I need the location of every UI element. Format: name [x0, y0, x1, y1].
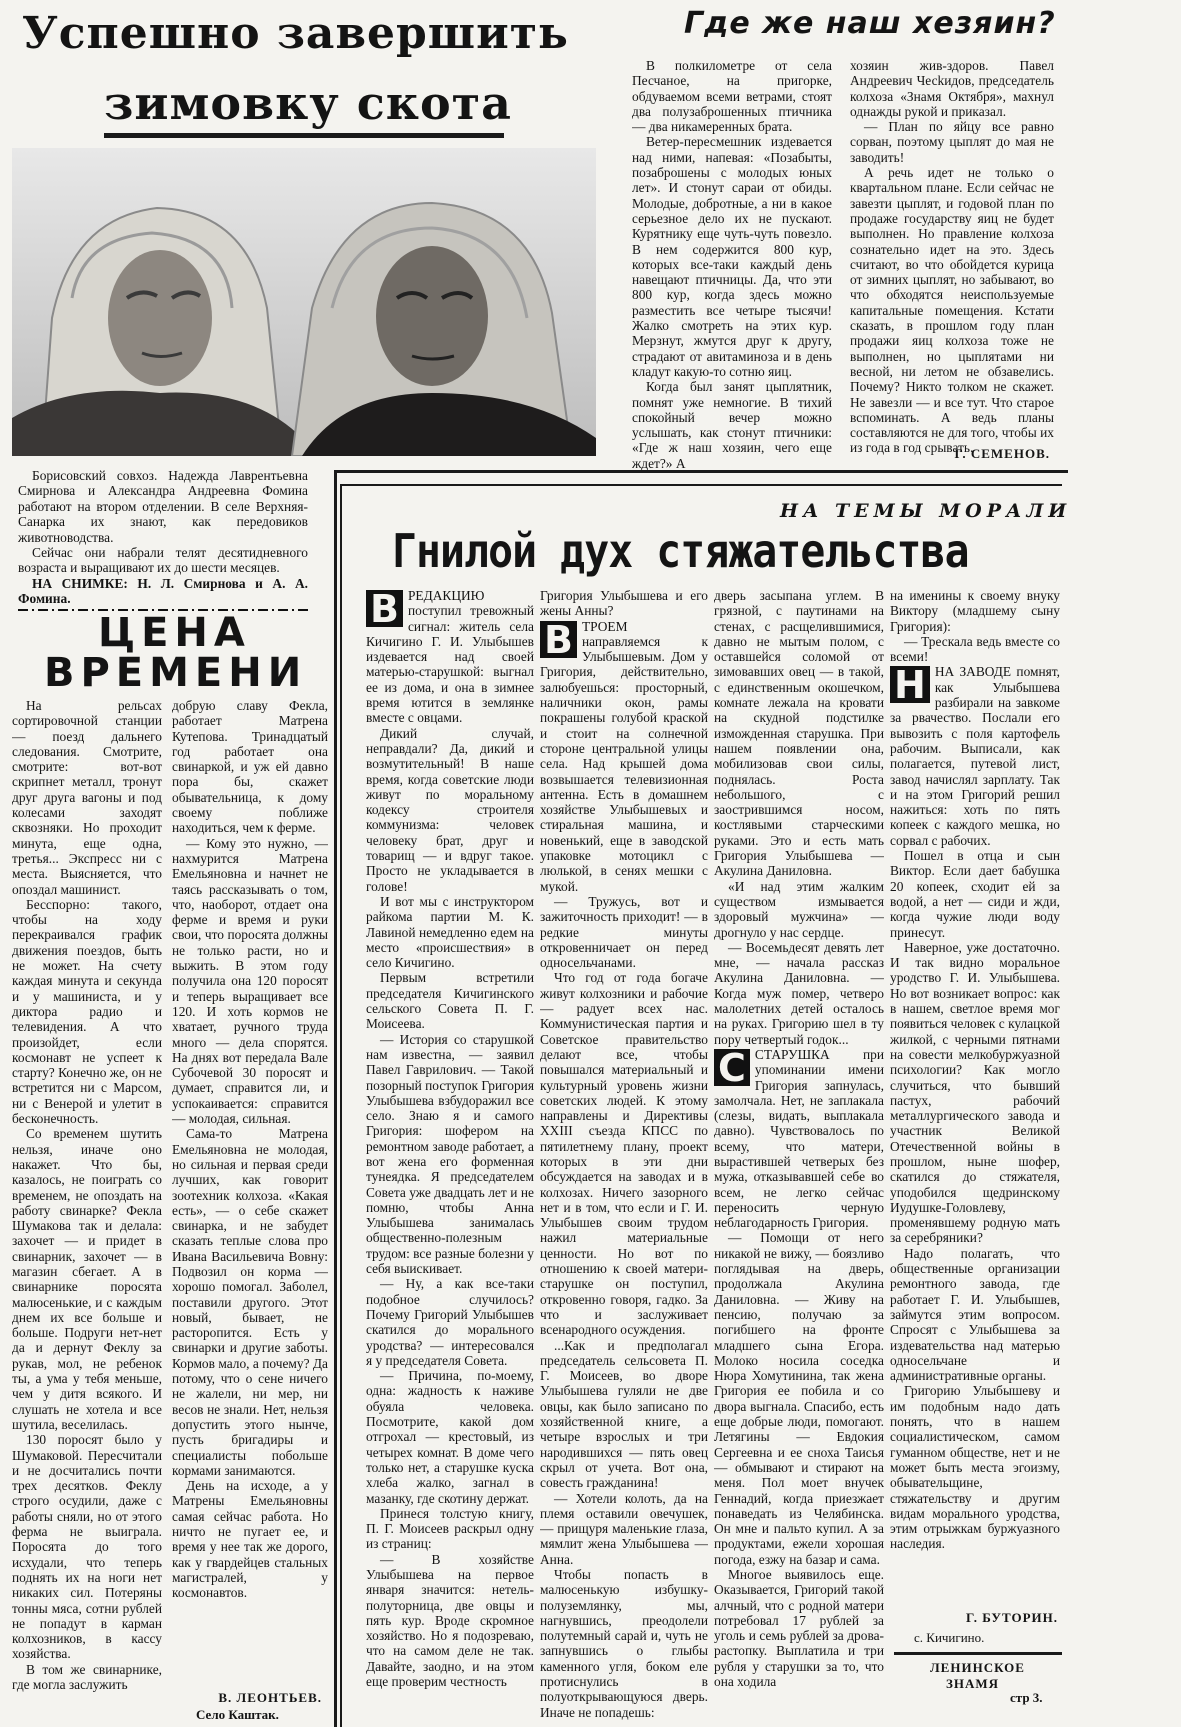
hen-column-2 — [850, 58, 1054, 458]
photo-two-women — [12, 148, 596, 456]
paragraph: Многое выявилось еще. Оказывается, Григорий такой алчный, что с родной матери потребовал 17 рублей за уголь и семь рублей за дрова-растопку. Выплатила и три рубля у старушки за то, что она ходила — [714, 1567, 884, 1690]
time-title-line2: ВРЕМЕНИ — [44, 650, 308, 696]
paragraph: С СТАРУШКА при упоминании имени Григория запнулась, замолчала. Нет, не заплакала (слезы, видать, выплакала давно). Чувствовалось по всему, что матери, вырастившей четверых без мужа, отказывавшей себе во всем, не легко сейчас переносить черную неблагодарность Григория. — [714, 1045, 884, 1231]
footer-page-number: стр 3. — [1010, 1690, 1043, 1705]
time-column-1 — [12, 698, 162, 1723]
moral-place: с. Кичигино. — [914, 1630, 985, 1645]
paragraph: На рельсах сортировочной станции — поезд дальнего следования. Смотрите, смотрите: вот-вот скрипнет металл, тронут друг друга вагоны и под колесами заходят сквозняки. Но проходит минута, еще одна, третья... Экспресс ни с места. Выясняется, что опоздал машинист. — [12, 698, 162, 897]
moral-frame-top-inner — [340, 484, 1062, 486]
paragraph: Чтобы попасть в малюсенькую избушку-полуземлянку, мы, нагнувшись, преодолели полутемный сарай и, чуть не запнувшись о глыбы каменного угля, боком еле протиснулись в полуоткрывающуюся дверь. Иначе не попадешь: — [540, 1567, 708, 1720]
moral-column-4 — [890, 588, 1060, 1578]
paragraph: — Трескала ведь вместе со всеми! — [890, 633, 1060, 665]
paragraph: Наверное, уже достаточно. И так видно моральное уродство Г. И. Улыбышева. Но вот возникает вопрос: как в нашем, светлое время мог появиться человек с кулацкой жилкой, с черными пятнами на совести мелкобуржуазной психологии? Как могло случиться, что бывший пастух, рабочий металлургического завода и участник Великой Отечественной войны в прошлом, ныне шофер, скатился до стяжателя, уподобился щедринскому Иудушке-Головлеву, променявшему родную мать за серебряники? — [890, 939, 1060, 1246]
paragraph: Принеся толстую книгу, П. Г. Моисеев раскрыл одну из страниц: — [366, 1505, 534, 1552]
photo-caption — [18, 468, 308, 607]
moral-frame-top — [334, 470, 1068, 473]
drop-cap: Н — [890, 666, 930, 703]
paragraph: хозяин жив-здоров. Павел Андреевич Чесkидов, председатель колхоза «Знамя Октября», махнул однажды рукой и приказал. — [850, 58, 1054, 119]
paragraph: добрую славу Фекла, работает Матрена Кутепова. Тринадцатый год работает она свинаркой, и уж ей давно пора бы, скажет обывательница, к дому своему поближе находиться, чем к ферме. — [172, 698, 328, 836]
paragraph: на именины к своему внуку Виктору (младшему сыну Григория): — [890, 588, 1060, 634]
footer-rule-top — [894, 1652, 1062, 1655]
paragraph: Григория Улыбышева и его жены Анны? — [540, 588, 708, 619]
time-signature: В. ЛЕОНТЬЕВ. — [218, 1690, 322, 1705]
decorative-divider — [18, 598, 308, 604]
paragraph: День на исходе, а у Матрены Емельяновны самая сейчас работа. Но ничто не пугает ее, и время у нее так же дорого, как у гвардейцев стальных магистралей, у космонавтов. — [172, 1478, 328, 1601]
hen-title: Где же наш хезяин? — [684, 6, 1056, 41]
moral-column-3 — [714, 588, 884, 1724]
paragraph: дверь засыпана углем. В грязной, с паутинами на стенах, с расщелившимися, давно не мытым полом, с оставшейся соломой от зимовавших овец — в такой, с единственным окошечком, комнате лежала на кровати на скудной подстилке изможденная старушка. При нашем появлении она, мобилизовав свои силы, поднялась. Роста небольшого, с заострившимся носом, костлявыми старческими руками. Это и есть мать Григория Улыбышева — Акулина Даниловна. — [714, 588, 884, 879]
drop-cap: В — [366, 590, 403, 627]
time-column-2 — [172, 698, 328, 1683]
hen-signature: Г. СЕМЕНОВ. — [954, 446, 1050, 461]
paragraph: Когда был занят цыплятник, помнят уже немногие. В тихий спокойный вечер можно услышать, как стонут птичники: «Где ж наш хозяин, чего еще ждет?» А — [632, 379, 832, 470]
paragraph: — Хотели колоть, да на племя оставили овечушек, — прищуря маленькие глаза, мямлит жена Улыбышева — Анна. — [540, 1490, 708, 1567]
paragraph: 130 поросят было у Шумаковой. Пересчитали и не досчитались почти трех десятков. Феклу строго осудили, даже с работы сняли, но от этого ферма не выиграла. Поросята до того исхудали, что теперь поднять их на ноги нет никаких сил. Потеряны тонны мяса, сотни рублей не попадут в карман колхозников, в кассу хозяйства. — [12, 1432, 162, 1662]
footer-masthead-line2: ЗНАМЯ — [946, 1676, 1000, 1691]
paragraph: Что год от года богаче живут колхозники и рабочие — радует всех нас. Коммунистическая партия и Советское правительство делают все, чтобы повышался материальный и культурный уровень жизни советских людей. К этому направлены и Директивы XXIII съезда КПСС по пятилетнему плану, проект которых в эти дни обсуждается на заводах и в колхозах. Ничего зазорного нет и в том, что если и Г. И. Улыбышев своим трудом нажил материальные ценности. Но вот по отношению к своей матери-старушке он поступил, откровенно говоря, гадко. За что и заслуживает всенародного осуждения. — [540, 970, 708, 1338]
paragraph: Бесспорно: такого, чтобы на ходу перекраивался график движения поездов, быть не может. На счету каждая минута и секунда и у машиниста, и у диктора радио и телевидения. А что произойдет, если космонавт не успеет к старту? Конечно же, он не встретится ни с Марсом, ни с Венерой и улетит в бесконечность. — [12, 896, 162, 1127]
moral-column-2 — [540, 588, 708, 1724]
headline-underline — [104, 133, 504, 138]
paragraph: Ветер-пересмешник издевается над ними, напевая: «Позабыты, позаброшены с молодых юных лет». И стонут сараи от обиды. Молодые, добротные, а ни в какое серьезное дело их не пускают. Курятнику еще чуть-чуть повезло. В нем содержится 800 кур, которых все-таки каждый день навещают птичницы. Да, что эти 800 кур, когда здесь можно разместить все четыре тысячи! Жалко смотреть на этих кур. Мерзнут, жмутся друг к другу, страдают от авитаминоза и в день кладут какую-то сотню яиц. — [632, 134, 832, 379]
caption-paragraph: Сейчас они набрали телят десятидневного возраста и выращивают их до шести месяцев. — [18, 545, 308, 576]
footer-masthead-line1: ЛЕНИНСКОЕ — [930, 1660, 1025, 1675]
time-title-line1: ЦЕНА — [98, 610, 251, 656]
paragraph: — Кому это нужно, — нахмурится Матрена Емельяновна и начнет не таясь рассказывать о том, что, наоборот, отдает она ферме и время и руки свои, что поросята должны не только расти, но и выжить. В этом году получила она 120 поросят и теперь выращивает все 120. И хоть кормов не хватает, ручного труда много — дела спорятся. На днях вот передала Вале Субочевой 30 поросят и думает, справится ли, и успокаивается: справится — молодая, сильная. — [172, 835, 328, 1127]
caption-on-photo: НА СНИМКЕ: Н. Л. Смирнова и А. А. Фомина. — [18, 575, 308, 607]
paragraph: И вот мы с инструктором райкома партии М. К. Лавиной немедленно едем на место «происшествия» в село Кичигино. — [366, 893, 534, 971]
paragraph: ...Как и предполагал председатель сельсовета П. Г. Моисеев, во дворе Улыбышева гуляли не две овцы, как было записано по хозяйственной книге, а четыре взрослых и три народившихся — пять овец скрыл от учета. Вот она, совесть гражданина! — [540, 1337, 708, 1491]
paragraph: «И над этим жалким существом измывается здоровый мужчина» — дрогнуло у нас сердце. — [714, 878, 884, 940]
paragraph: Н НА ЗАВОДЕ помнят, как Улыбышева разбирали на завкоме за рвачество. Послали его вывозить с поля картофель рабочим. Выписали, как полагается, путевой лист, завод начислял зарплату. Так и на этом Григорий решил нажиться: хоть по пять копеек с каждого мешка, но сорвал с рабочих. — [890, 663, 1060, 848]
paragraph: — В хозяйстве Улыбышева на первое января значится: нетель-полуторница, две овцы и пять кур. Вроде скромное хозяйство. Но я подозреваю, что на самом деле не так. Давайте, заодно, и на этом еще проверим честность — [366, 1551, 534, 1690]
moral-signature: Г. БУТОРИН. — [965, 1610, 1058, 1625]
paragraph: В том же свинарнике, где могла заслужить — [12, 1661, 162, 1692]
headline-line2: зимовку скота — [104, 76, 512, 130]
paragraph: — Ну, а как все-таки подобное случилось? Почему Григорий Улыбышев скатился до морального уродства? — интересовался я у председателя Совета. — [366, 1276, 534, 1368]
paragraph: — Причина, по-моему, одна: жадность к наживе обуяла человека. Посмотрите, какой дом отгрохал — крестовый, из четырех комнат. В доме чего только нет, а старушке куска хлеба жалко, загнал в мазанку, где скотину держат. — [366, 1368, 534, 1506]
moral-title: Гнилой дух стяжательства — [392, 524, 969, 578]
paragraph: — План по яйцу все равно сорван, поэтому цыплят до мая не заводить! — [850, 119, 1054, 165]
paragraph: В ТРОЕМ направляемся к Улыбышевым. Дом у Григория, действительно, залюбуешься: просторный, наличники окон, рамы покрашены голубой краской и стоит на солнечной стороне центральной улицы села. Над крышей дома возвышается телевизионная антенна. Есть в домашнем хозяйстве Улыбышевых и стиральная машина, и новенький, еще в заводской упаковке мотоцикл с люлькой, в сенях мешки с мукой. — [540, 617, 708, 894]
vertical-divider-inner — [340, 484, 342, 1727]
drop-cap: В — [540, 621, 577, 658]
drop-cap: С — [714, 1049, 750, 1086]
paragraph: — История со старушкой нам известна, — заявил Павел Гаврилович. — Такой позорный поступок Григория Улыбышева взбудоражил все село. Знаю я и самого Григория: шофером на ремонтном заводе работает, а вот жена его форменная тунеядка. Я председателем Совета уже двадцать лет и не помню, чтобы Анна Улыбышева занималась общественно-полезным трудом: все разные болезни у себя выискивает. — [366, 1031, 534, 1277]
paragraph: А речь идет не только о квартальном плане. Если сейчас не завезти цыплят, и годовой план по продаже государству яиц не будет выполнен. Но правление колхоза сознательно идет на это. Здесь считают, во что обойдется курица от зимних цыплят, но забывают, во что обходятся неиспользуемые капитальные помещения. Кстати сказать, в прошлом году план продажи яиц колхоза тоже не выполнен, но цыплятами ни весной, ни летом не обзавелись. Почему? Никто толком не скажет. Не завезли — и все тут. Что старое вспоминать. А ведь планы составляются не для того, чтобы их из года в год срывать. — [850, 165, 1054, 456]
paragraph: Сама-то Матрена Емельяновна не молодая, но сильная и первая среди лучших, как говорит зоотехник колхоза. «Какая есть», — о себе скажет свинарка, и не забудет сказать теплые слова про Ивана Васильевича Вовну: Подвозил он корма — хорошо помогал. Заболел, поставили другого. Этот новый, бывает, не расторопится. Есть у свинарки и другие заботы. Кормов мало, а почему? Да потому, что о сене ничего не жалели, ни мер, ни весов не знали. Нет, нельзя допустить этого нынче, пусть бригадиры и специалисты побольше кормами занимаются. — [172, 1126, 328, 1478]
paragraph: — Помощи от него никакой не вижу, — боязливо поглядывая на дверь, продолжала Акулина Даниловна. — Живу на пенсию, получаю за погибшего на фронте младшего сына Егора. Молоко носила соседка Нюра Хомутинина, так жена Григория ее побила и со двора выгнала. Спасибо, есть еще добрые люди, помогают. Летягины — Евдокия Сергеевна и ее сноха Таисья — обмывают и стирают на меня. Пол моет внучек Геннадий, когда приезжает понаведать из Челябинска. Он мне и пальто купил. А за продуктами, ежели хорошая погода, езжу на базар и сама. — [714, 1230, 884, 1567]
time-place: Село Каштак. — [196, 1707, 279, 1722]
paragraph: Пошел в отца и сын Виктор. Если дает бабушка 20 копеек, сходит ей за водой, а нет — сиди и жди, когда чужие люди воду принесут. — [890, 848, 1060, 940]
paragraph: В РЕДАКЦИЮ поступил тревожный сигнал: житель села Кичигино Г. И. Улыбышев издевается над своей матерью-старушкой: выгнал ее из дома, и она в зимнее время ютится в землянке вместе с овцами. — [366, 588, 534, 726]
paragraph: Со временем шутить нельзя, иначе оно накажет. Что бы, казалось, не поиграть со временем, не опоздать на работу свинарке? Фекла Шумакова так и делала: захочет — и придет в свинарник, захочет — в магазин сбегает. А в свинарнике поросята малюсенькие, и с каждым днем их все больше и больше. Подруги нет-нет да и дернут Феклу за рукав, мол, не ребенок ты, а ума у тебя меньше, чем у дитя всякого. И слушать не хотела и все шутила, веселилась. — [12, 1126, 162, 1432]
hen-column-1 — [632, 58, 832, 470]
headline-line1: Успешно завершить — [22, 8, 569, 59]
caption-paragraph: Борисовский совхоз. Надежда Лаврентьевна Смирнова и Александра Андреевна Фомина работают на втором отделении. В селе Верхняя-Санарка их знают, как передовиков животноводства. — [18, 468, 308, 545]
moral-column-1 — [366, 588, 534, 1724]
paragraph: — Восемьдесят девять лет мне, — начала рассказ Акулина Даниловна. — Когда муж помер, четверо малолетних детей осталось на руках. Григорию шел в ту пору четвертый годок... — [714, 939, 884, 1047]
paragraph: Дикий случай, неправдали? Да, дикий и возмутительный! В наше время, когда советские люди живут по моральному кодексу строителя коммунизма: человек человеку брат, друг и товарищ — и вдруг такое. Просто не укладывается в голове! — [366, 725, 534, 894]
paragraph: Надо полагать, что общественные организации ремонтного завода, где работает Г. И. Улыбышев, займутся этим вопросом. Спросят с Улыбышева за издевательства над матерью односельчане и административные органы. — [890, 1245, 1060, 1384]
paragraph: — Тружусь, вот и зажиточность приходит! — в редкие минуты откровенничает он перед односельчанами. — [540, 893, 708, 971]
paragraph: Григорию Улыбышеву и им подобным надо дать понять, что в нашем социалистическом, самом гуманном обществе, нет и не может быть места эгоизму, обывательщине, стяжательству и другим видам морального уродства, этим отрыжкам буржуазного наследия. — [890, 1383, 1060, 1552]
paragraph: Первым встретили председателя Кичигинского сельского Совета П. Г. Моисеева. — [366, 970, 534, 1032]
paragraph: В полкилометре от села Песчаное, на пригорке, обдуваемом всеми ветрами, стоят два полузаброшенных птичника — два никамеренных брата. — [632, 58, 832, 135]
vertical-divider — [334, 470, 337, 1727]
moral-rubric: НА ТЕМЫ МОРАЛИ — [780, 500, 1072, 522]
